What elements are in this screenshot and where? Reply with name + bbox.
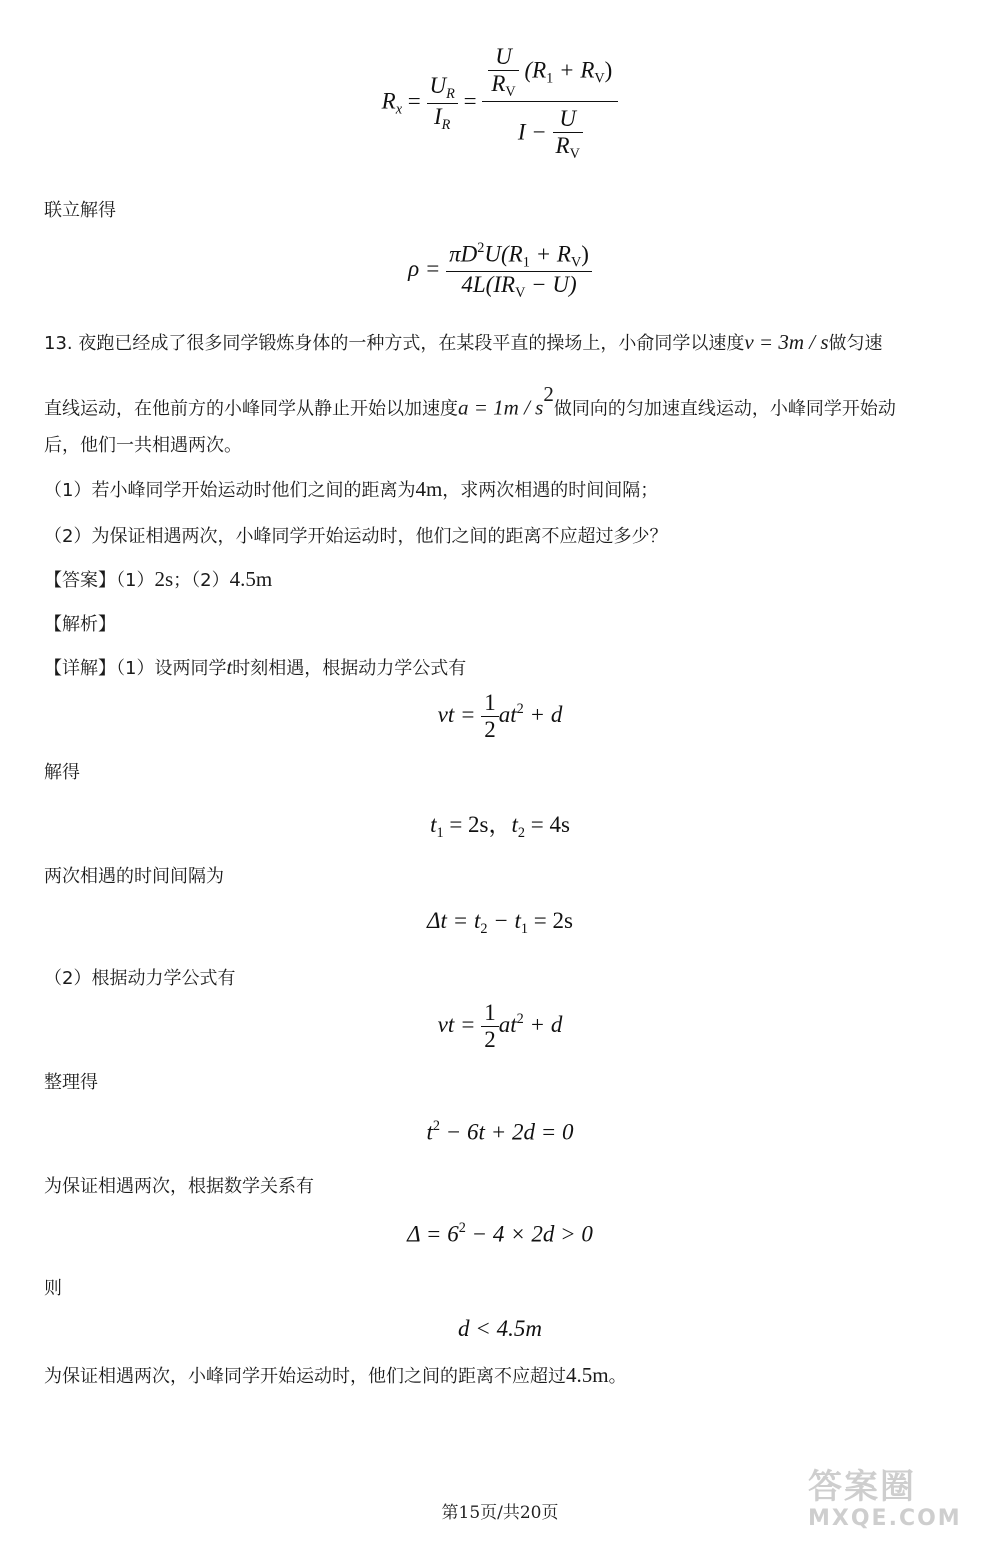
eq-disc-a: Δ = 6 bbox=[407, 1221, 459, 1247]
eq1-ir-sub: R bbox=[441, 116, 451, 133]
equation-discriminant bbox=[0, 1220, 1000, 1247]
label-part2: （2）根据动力学公式有 bbox=[44, 968, 236, 989]
eq2-num-close: ) bbox=[581, 241, 589, 267]
eq1-close: ) bbox=[604, 57, 613, 83]
eq1-den-rv: R bbox=[555, 133, 570, 159]
q13-accel: a = 1m / s bbox=[458, 395, 544, 420]
equation-quadratic bbox=[0, 1118, 1000, 1145]
equation-rx: $R_x$ = $\frac{U_R}{I_R}$ = $\frac{U}{R_V}$ $(R_1 + R_V)$ I − $\frac{U}{R_V}$ bbox=[0, 44, 1000, 163]
eq1-num-rv: R bbox=[491, 71, 506, 97]
q13-line1 bbox=[44, 316, 969, 368]
conclusion-end: 。 bbox=[608, 1366, 627, 1387]
sub-question-2: （2）为保证相遇两次，小峰同学开始运动时，他们之间的距离不应超过多少？ bbox=[44, 526, 668, 547]
fraction-half-2 bbox=[481, 1000, 499, 1054]
eq-times-s2: 2 bbox=[517, 824, 526, 841]
eq-vt2-rest: + d bbox=[523, 1012, 563, 1038]
answer-line bbox=[44, 566, 959, 592]
eq-delta-s1: 1 bbox=[520, 920, 529, 937]
detail-text-a: （1）设两同学 bbox=[116, 658, 227, 679]
eq1-num-rv-sub: V bbox=[505, 84, 516, 101]
eq1-lhs-sub: x bbox=[395, 101, 403, 118]
equation-rho bbox=[0, 240, 1000, 301]
eq1-den-i: I − bbox=[517, 119, 547, 145]
equation-vt-1 bbox=[0, 690, 1000, 744]
answer-sep: ；（2） bbox=[173, 570, 230, 591]
watermark-bottom: MXQE.COM bbox=[808, 1506, 962, 1531]
eq-quad-rest: − 6t + 2d = 0 bbox=[440, 1119, 574, 1145]
q13-line2 bbox=[44, 368, 969, 420]
eq1-lhs: R bbox=[381, 88, 396, 114]
eq-vt2-one: 1 bbox=[481, 1000, 499, 1027]
eq2-num-rest: U(R bbox=[484, 241, 523, 267]
eq1-den-rv-sub: V bbox=[569, 146, 580, 163]
q13-line3: 后，他们一共相遇两次。 bbox=[44, 435, 242, 456]
eq2-den-v: V bbox=[515, 284, 526, 301]
eq2-den-close: − U) bbox=[525, 271, 577, 297]
equation-vt-2 bbox=[0, 1000, 1000, 1054]
detail-tag: 【详解】 bbox=[44, 658, 116, 679]
fraction-half-1 bbox=[481, 690, 499, 744]
answer-value-2: 4.5m bbox=[229, 567, 273, 591]
eq1-den-u: U bbox=[559, 105, 576, 131]
q13-speed: v = 3m / s bbox=[744, 330, 829, 354]
equation-times bbox=[0, 806, 1000, 842]
answer-value-1: 2s bbox=[154, 567, 174, 591]
eq-vt1-two: 2 bbox=[484, 717, 496, 743]
conclusion-text: 为保证相遇两次，小峰同学开始运动时，他们之间的距离不应超过 bbox=[44, 1366, 566, 1387]
eq-vt1-rest: + d bbox=[523, 702, 563, 728]
eq-vt1-at: at bbox=[498, 702, 517, 728]
eq-times-s1: 1 bbox=[436, 824, 444, 841]
eq-times-t1: t bbox=[430, 812, 437, 837]
eq-d-text: d < 4.5m bbox=[458, 1316, 542, 1341]
eq-vt2-sup: 2 bbox=[516, 1010, 524, 1027]
eq-delta-a: Δt = t bbox=[427, 908, 481, 933]
label-ze: 则 bbox=[44, 1278, 62, 1299]
eq2-den: 4L(IR bbox=[461, 271, 516, 297]
eq-quad-sup: 2 bbox=[432, 1118, 441, 1134]
eq1-ir: I bbox=[433, 103, 442, 129]
eq-quad-t: t bbox=[426, 1119, 433, 1145]
label-math-relation: 为保证相遇两次，根据数学关系有 bbox=[44, 1176, 314, 1197]
eq2-num-r1: 1 bbox=[522, 254, 530, 271]
eq-times-t2: t bbox=[511, 812, 518, 837]
eq1-ur-sub: R bbox=[446, 86, 455, 103]
watermark-logo bbox=[808, 1468, 988, 1538]
detail-text-b: 时刻相遇，根据动力学公式有 bbox=[232, 658, 467, 679]
fraction-big bbox=[482, 44, 618, 163]
eq-delta-c: = 2s bbox=[528, 908, 573, 933]
eq-delta-b: − t bbox=[487, 908, 521, 933]
eq2-num: πD bbox=[449, 241, 478, 267]
answer-part1: （1） bbox=[116, 570, 155, 591]
eq-vt2-at: at bbox=[498, 1012, 517, 1038]
answer-tag: 【答案】 bbox=[44, 570, 116, 591]
equation-delta-t bbox=[0, 908, 1000, 938]
label-zhengli: 整理得 bbox=[44, 1072, 98, 1093]
eq-vt1-one: 1 bbox=[481, 690, 499, 717]
eq-times-v2: = 4s bbox=[525, 812, 570, 837]
conclusion-line bbox=[44, 1362, 959, 1388]
fraction-rho bbox=[446, 240, 592, 301]
sub-question-1 bbox=[44, 476, 959, 502]
eq1-num-paren: (R bbox=[524, 57, 547, 83]
detail-line bbox=[44, 654, 959, 680]
eq2-num-sup: 2 bbox=[477, 240, 485, 256]
sub1-end: ，求两次相遇的时间间隔； bbox=[442, 480, 659, 501]
eq-vt1-sup: 2 bbox=[516, 700, 524, 717]
eq2-lhs: ρ = bbox=[408, 255, 441, 281]
sub1-distance: 4m bbox=[415, 477, 443, 501]
eq-vt2-lhs: vt = bbox=[437, 1012, 476, 1038]
eq-vt1-lhs: vt = bbox=[437, 702, 476, 728]
equation-d bbox=[0, 1316, 1000, 1342]
eq2-num-v: V bbox=[570, 254, 582, 271]
watermark-top: 答案圈 bbox=[808, 1467, 916, 1507]
eq1-plus: + R bbox=[553, 57, 595, 83]
detail-t: t bbox=[226, 655, 233, 679]
eq1-ur: U bbox=[429, 73, 447, 99]
q13-line1-text: 13. 夜跑已经成了很多同学锻炼身体的一种方式，在某段平直的操场上，小俞同学以速度 bbox=[44, 333, 745, 354]
sub1-text: （1）若小峰同学开始运动时他们之间的距离为 bbox=[44, 480, 416, 501]
analysis-tag: 【解析】 bbox=[44, 614, 116, 635]
label-lianli: 联立解得 bbox=[44, 200, 116, 221]
question-13 bbox=[44, 316, 969, 472]
q13-accel-sup: 2 bbox=[543, 382, 554, 406]
eq-times-v1: = 2s， bbox=[443, 812, 512, 837]
label-jiede: 解得 bbox=[44, 762, 80, 783]
eq2-num-plus: + R bbox=[529, 241, 571, 267]
conclusion-value: 4.5m bbox=[566, 1363, 609, 1387]
q13-line2-text: 直线运动，在他前方的小峰同学从静止开始以加速度 bbox=[44, 398, 458, 420]
eq-disc-rest: − 4 × 2d > 0 bbox=[465, 1221, 593, 1247]
eq-vt2-two: 2 bbox=[484, 1027, 496, 1053]
fraction-u-rv-bottom bbox=[553, 106, 583, 163]
eq1-rv-sub: V bbox=[594, 70, 605, 87]
page-footer: 第15页/共20页 bbox=[441, 1503, 559, 1523]
eq1-r1-sub: 1 bbox=[546, 70, 554, 87]
fraction-ur-ir bbox=[427, 73, 458, 133]
eq-delta-s2: 2 bbox=[480, 920, 488, 937]
q13-line1-end: 做匀速 bbox=[828, 333, 883, 354]
fraction-u-rv-top bbox=[488, 44, 518, 101]
label-interval: 两次相遇的时间间隔为 bbox=[44, 866, 224, 887]
eq1-num-u: U bbox=[495, 44, 512, 69]
q13-line2-end: 做同向的匀加速直线运动，小峰同学开始动 bbox=[553, 398, 896, 420]
eq-disc-sup: 2 bbox=[458, 1220, 466, 1236]
